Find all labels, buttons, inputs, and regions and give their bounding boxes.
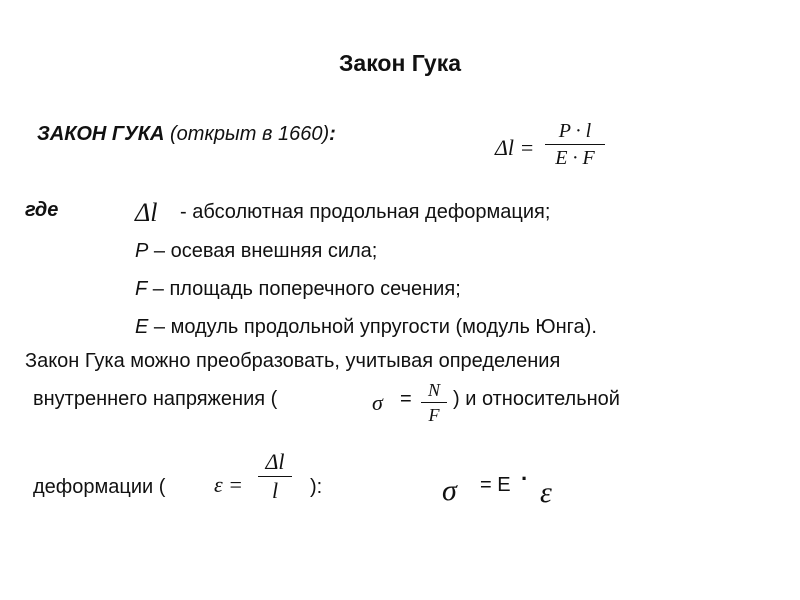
law-colon: :: [329, 123, 336, 145]
page-title: Закон Гука: [339, 50, 461, 76]
result-equals-e: = E: [480, 474, 511, 496]
result-dot: ·: [521, 466, 529, 491]
definition-p-text: – осевая внешняя сила;: [148, 240, 378, 262]
formula-delta-l-denominator: E · F: [555, 147, 595, 169]
epsilon-fraction: [258, 451, 292, 502]
epsilon-numerator: Δl: [265, 449, 285, 474]
sigma-denominator: F: [428, 405, 440, 425]
fraction-bar: [258, 476, 292, 477]
paragraph-line-3a: деформации (: [33, 476, 166, 498]
epsilon-lhs: ε =: [214, 472, 244, 497]
sigma-symbol: σ: [372, 390, 383, 415]
sigma-equals: =: [400, 388, 412, 410]
definition-f-text: – площадь поперечного сечения;: [147, 278, 461, 300]
definition-delta-l: - абсолютная продольная деформация;: [180, 201, 551, 223]
definition-p: [135, 240, 377, 263]
symbol-p: P: [135, 240, 149, 262]
paragraph-line-2a: внутреннего напряжения (: [33, 388, 278, 410]
symbol-f: F: [135, 278, 148, 300]
formula-delta-l-numerator: P · l: [558, 120, 592, 142]
epsilon-denominator: l: [271, 478, 279, 503]
paragraph-line-3b: ):: [310, 476, 323, 498]
definition-f: [135, 278, 461, 301]
paragraph-line-1: Закон Гука можно преобразовать, учитывая определения: [25, 350, 561, 372]
result-sigma: σ: [442, 474, 457, 507]
symbol-e: E: [135, 316, 149, 338]
delta-l-symbol: Δl: [135, 198, 158, 227]
where-label: где: [25, 199, 59, 221]
definition-e-text: – модуль продольной упругости (модуль Юнга).: [148, 316, 597, 338]
sigma-fraction: [421, 381, 447, 424]
fraction-bar: [421, 402, 447, 403]
formula-delta-l-lhs: Δl =: [495, 135, 535, 160]
definition-e: [135, 316, 597, 339]
fraction-bar: [545, 144, 605, 145]
paragraph-line-2b: ) и относительной: [453, 388, 620, 410]
law-note: (открыт в 1660): [170, 123, 330, 145]
sigma-numerator: N: [427, 380, 440, 400]
law-heading: [37, 123, 336, 146]
law-name: ЗАКОН ГУКА: [37, 123, 165, 145]
formula-delta-l-fraction: [545, 121, 605, 168]
result-epsilon: ε: [540, 476, 552, 509]
